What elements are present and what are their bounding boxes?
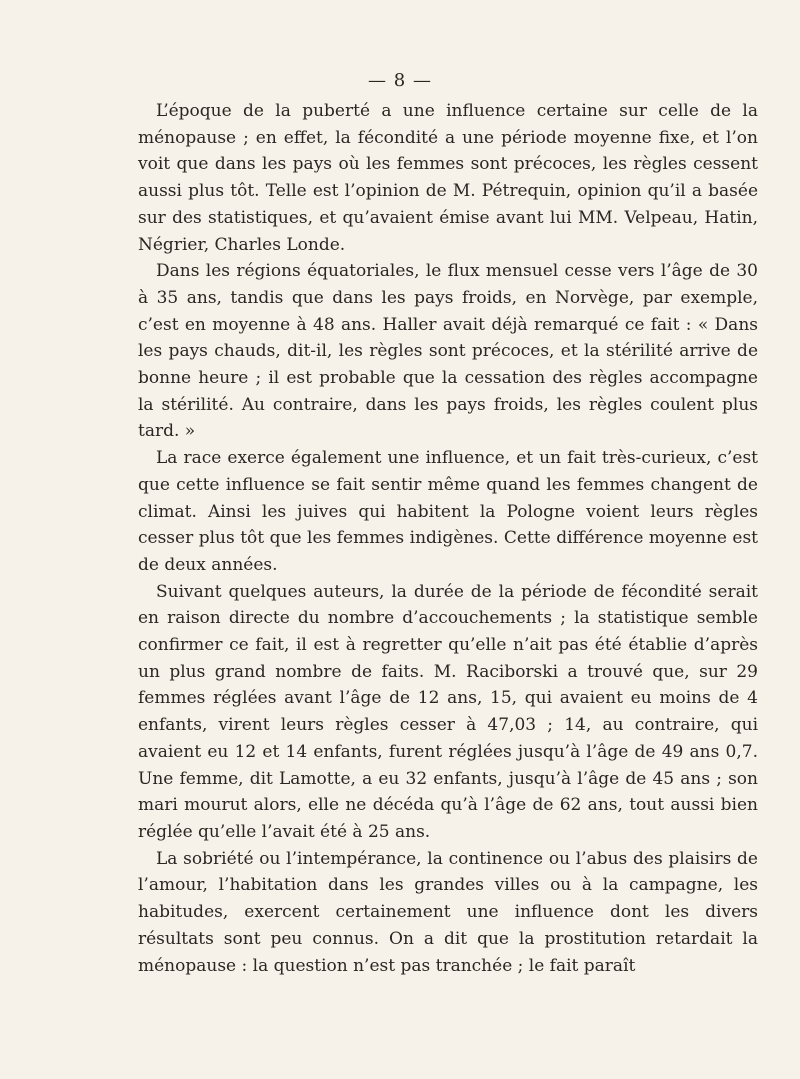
paragraph-5: La sobriété ou l’intempérance, la continence ou l’abus des plaisirs de l’amour, l’habitation dans les grandes villes ou à la campagne, les habitudes, exercent certainement une influence dont les divers résultats sont peu connus. On a dit que la prostitution retardait la ménopause : la question n’est pas tranchée ; le fait paraît	[138, 848, 758, 976]
body-text	[138, 98, 758, 979]
paragraph-3: La race exerce également une influence, et un fait très-curieux, c’est que cette influence se fait sentir même quand les femmes changent de climat. Ainsi les juives qui habitent la Pologne voient leurs règles cesser plus tôt que les femmes indigènes. Cette différence moyenne est de deux années.	[138, 448, 758, 575]
paragraph-1: L’époque de la puberté a une influence certaine sur celle de la ménopause ; en effet, la fécondité a une période moyenne fixe, et l’on voit que dans les pays où les femmes sont précoces, les règles cessent aussi plus tôt. Telle est l’opinion de M. Pétrequin, opinion qu’il a basée sur des statistiques, et qu’avaient émise avant lui MM. Velpeau, Hatin, Négrier, Charles Londe.	[138, 101, 758, 255]
paragraph-4: Suivant quelques auteurs, la durée de la période de fécondité serait en raison directe du nombre d’accouchements ; la statistique semble confirmer ce fait, il est à regretter qu’elle n’ait pas été établie d’après un plus grand nombre de faits. M. Raciborski a trouvé que, sur 29 femmes réglées avant l’âge de 12 ans, 15, qui avaient eu moins de 4 enfants, virent leurs règles cesser à 47,03 ; 14, au contraire, qui avaient eu 12 et 14 enfants, furent réglées jusqu’à l’âge de 49 ans 0,7. Une femme, dit Lamotte, a eu 32 enfants, jusqu’à l’âge de 45 ans ; son mari mourut alors, elle ne décéda qu’à l’âge de 62 ans, tout aussi bien réglée qu’elle l’avait été à 25 ans.	[138, 581, 758, 842]
paragraph-2: Dans les régions équatoriales, le flux mensuel cesse vers l’âge de 30 à 35 ans, tandis que dans les pays froids, en Norvège, par exemple, c’est en moyenne à 48 ans. Haller avait déjà remarqué ce fait : « Dans les pays chauds, dit-il, les règles sont précoces, et la stérilité arrive de bonne heure ; il est probable que la cessation des règles accompagne la stérilité. Au contraire, dans les pays froids, les règles coulent plus tard. »	[138, 261, 758, 442]
page-number: — 8 —	[368, 70, 432, 91]
